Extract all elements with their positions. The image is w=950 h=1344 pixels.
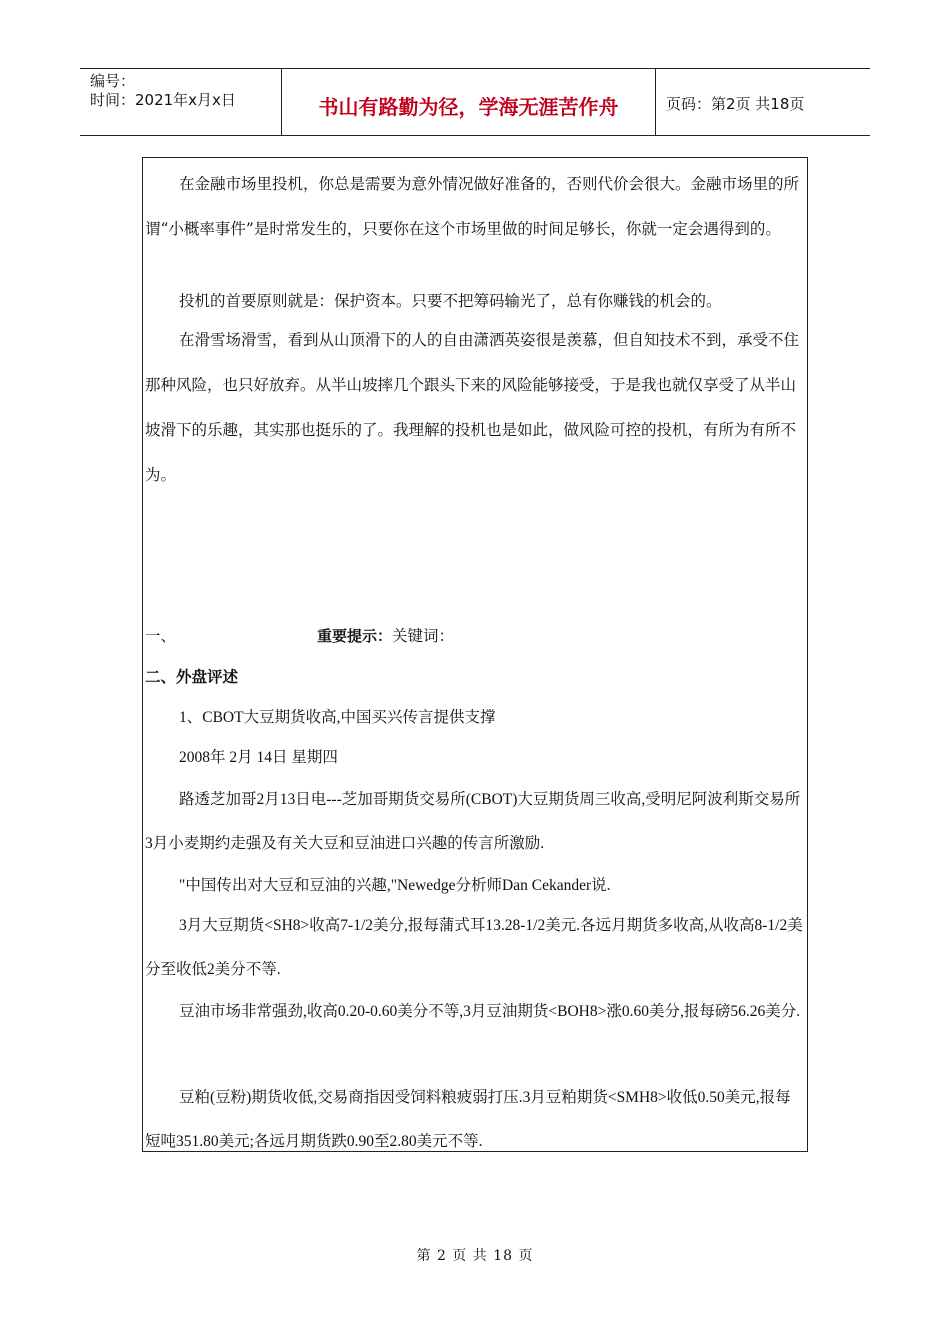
- news-paragraph-3: 3月大豆期货<SH8>收高7-1/2美分,报每蒲式耳13.28-1/2美元.各远月期货多收高,从收高8-1/2美分至收低2美分不等.: [145, 917, 803, 978]
- news-date: 2008年 2月 14日 星期四: [179, 749, 338, 766]
- paragraph-1: 在金融市场里投机，你总是需要为意外情况做好准备的，否则代价会很大。金融市场里的所谓“小概率事件”是时常发生的，只要你在这个市场里做的时间足够长，你就一定会遇得到的。: [145, 175, 800, 238]
- date-label: 时间：2021年x月x日: [90, 91, 236, 109]
- section-1-keywords: 关键词：: [392, 627, 455, 645]
- paragraph-3: 在滑雪场滑雪，看到从山顶滑下的人的自由潇洒英姿很是羡慕，但自知技术不到，承受不住那种风险，也只好放弃。从半山坡摔几个跟头下来的风险能够接受，于是我也就仅享受了从半山坡滑下的乐趣，其实那也挺乐的了。我理解的投机也是如此，做风险可控的投机，有所为有所不为。: [145, 331, 800, 484]
- header-page-label: 页码：第2页 共18页: [666, 94, 805, 113]
- section-1-heading: [145, 624, 805, 648]
- paragraph-2: 投机的首要原则就是：保护资本。只要不把筹码输光了，总有你赚钱的机会的。: [179, 292, 722, 310]
- header-table: [80, 68, 870, 136]
- section-1-bold: 重要提示：: [317, 627, 393, 645]
- page-footer: 第 2 页 共 18 页: [416, 1248, 534, 1264]
- news-title: 1、CBOT大豆期货收高,中国买兴传言提供支撑: [179, 709, 496, 726]
- news-paragraph-1: 路透芝加哥2月13日电---芝加哥期货交易所(CBOT)大豆期货周三收高,受明尼阿波利斯交易所3月小麦期约走强及有关大豆和豆油进口兴趣的传言所激励.: [145, 791, 801, 852]
- header-motto: 书山有路勤为径，学海无涯苦作舟: [282, 69, 656, 135]
- section-1-number: 一、: [145, 627, 177, 645]
- header-meta-cell: [80, 69, 282, 135]
- code-label: 编号：: [90, 72, 136, 90]
- news-paragraph-5: 豆粕(豆粉)期货收低,交易商指因受饲料粮疲弱打压.3月豆粕期货<SMH8>收低0.50美元,报每短吨351.80美元;各远月期货跌0.90至2.80美元不等.: [145, 1089, 791, 1150]
- section-2-heading: 二、外盘评述: [145, 668, 239, 686]
- content-box: [142, 157, 808, 1152]
- news-paragraph-2: "中国传出对大豆和豆油的兴趣,"Newedge分析师Dan Cekander说.: [179, 877, 611, 894]
- news-paragraph-4: 豆油市场非常强劲,收高0.20-0.60美分不等,3月豆油期货<BOH8>涨0.60美分,报每磅56.26美分.: [179, 1003, 801, 1020]
